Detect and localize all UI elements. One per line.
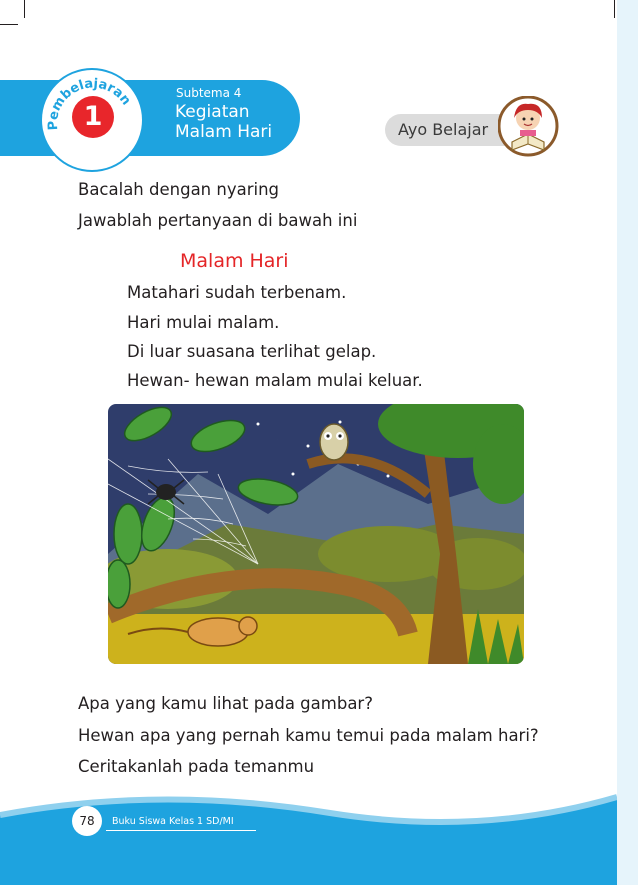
night-scene-illustration	[108, 404, 524, 664]
crop-mark	[614, 0, 615, 18]
poem-line: Hewan- hewan malam mulai keluar.	[127, 371, 423, 390]
kegiatan-title-line1: Kegiatan	[175, 102, 250, 122]
crop-mark	[0, 24, 18, 25]
poem-line: Matahari sudah terbenam.	[127, 283, 347, 302]
crop-mark	[24, 0, 25, 18]
right-margin-band	[617, 0, 638, 885]
question-line: Ceritakanlah pada temanmu	[78, 757, 315, 776]
page-number: 78	[72, 806, 102, 836]
footer-underline	[106, 830, 256, 831]
lesson-number: 1	[72, 96, 114, 138]
question-line: Apa yang kamu lihat pada gambar?	[78, 694, 373, 713]
instruction-line: Jawablah pertanyaan di bawah ini	[78, 211, 358, 230]
footer-wave	[0, 785, 617, 885]
subtema-label: Subtema 4	[176, 86, 242, 100]
poem-line: Di luar suasana terlihat gelap.	[127, 342, 377, 361]
poem-line: Hari mulai malam.	[127, 313, 280, 332]
book-title: Buku Siswa Kelas 1 SD/MI	[112, 816, 234, 827]
reading-girl-icon	[498, 96, 560, 160]
kegiatan-title-line2: Malam Hari	[175, 122, 273, 142]
kegiatan-title	[175, 102, 272, 142]
poem-title: Malam Hari	[180, 250, 289, 272]
svg-text:Pembelajaran: Pembelajaran	[45, 76, 134, 131]
question-line: Hewan apa yang pernah kamu temui pada malam hari?	[78, 726, 539, 745]
ayo-belajar-label: Ayo Belajar	[398, 120, 489, 139]
instruction-line: Bacalah dengan nyaring	[78, 180, 280, 199]
